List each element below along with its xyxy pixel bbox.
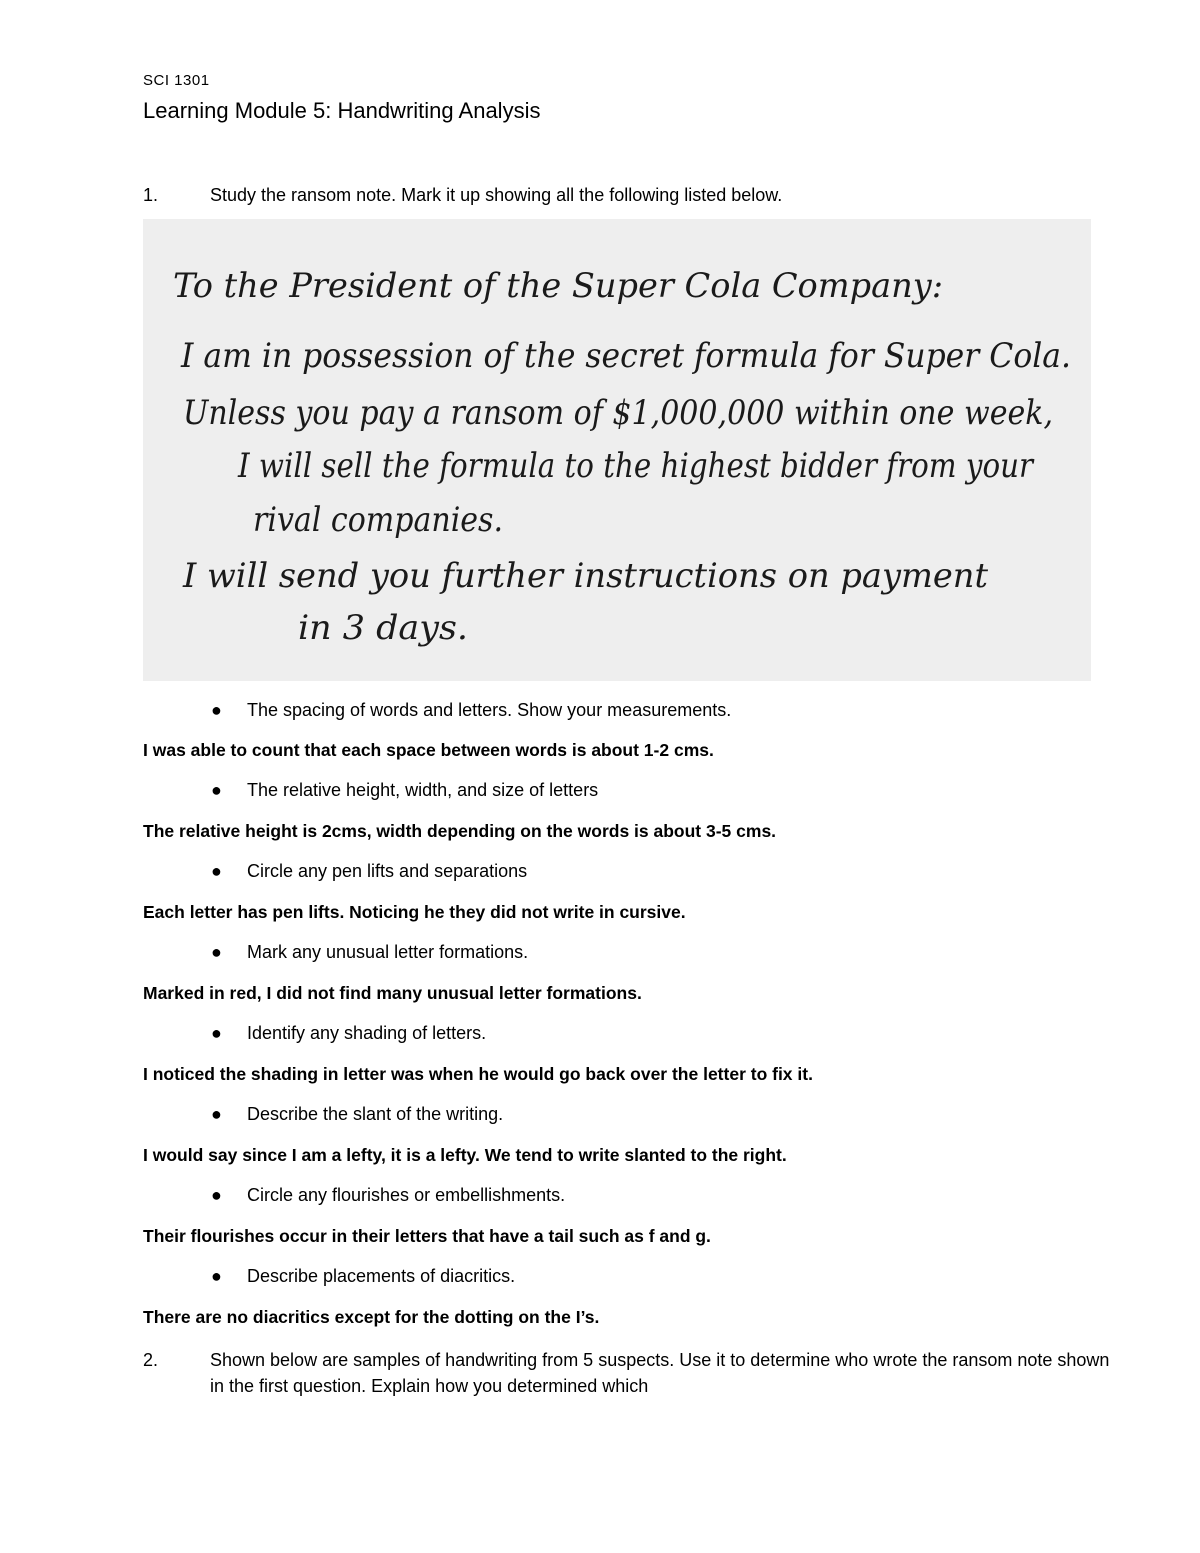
bullet-dot-icon: ● [211, 1104, 222, 1124]
ransom-note-image [143, 219, 1091, 681]
bullet-text: Describe the slant of the writing. [247, 1104, 504, 1124]
bullet-text: Identify any shading of letters. [247, 1023, 487, 1043]
bullet-dot-icon: ● [211, 1185, 222, 1205]
bullet-text: Circle any flourishes or embellishments. [247, 1185, 566, 1205]
note-line-1: To the President of the Super Cola Company: [173, 266, 943, 306]
note-line-4: I will sell the formula to the highest bidder from your [237, 446, 1035, 486]
note-line-2: I am in possession of the secret formula for Super Cola. [180, 336, 1071, 376]
answer-text: Marked in red, I did not find many unusual letter formations. [143, 983, 642, 1003]
answer-text: The relative height is 2cms, width depending on the words is about 3-5 cms. [143, 821, 777, 841]
bullet-dot-icon: ● [211, 700, 222, 720]
course-code: SCI 1301 [143, 72, 210, 89]
bullet-text: Mark any unusual letter formations. [247, 942, 529, 962]
bullet-dot-icon: ● [211, 942, 222, 962]
note-line-5: rival companies. [253, 500, 503, 540]
answer-text: I noticed the shading in letter was when he would go back over the letter to fix it. [143, 1064, 813, 1084]
answer-text: I was able to count that each space between words is about 1-2 cms. [143, 740, 714, 760]
bullet-dot-icon: ● [211, 780, 222, 800]
note-line-6: I will send you further instructions on payment [182, 556, 989, 596]
bullet-dot-icon: ● [211, 861, 222, 881]
answer-text: There are no diacritics except for the dotting on the I’s. [143, 1307, 600, 1327]
bullet-text: The relative height, width, and size of letters [247, 780, 599, 800]
ransom-note-handwriting [143, 219, 1091, 681]
note-line-7: in 3 days. [298, 608, 468, 648]
question-2-text: Shown below are samples of handwriting from 5 suspects. Use it to determine who wrote the ransom note shown in the first question. Explain how you determined which [210, 1350, 1110, 1396]
question-2-number: 2. [143, 1350, 159, 1370]
question-1-text: Study the ransom note. Mark it up showing all the following listed below. [210, 185, 783, 205]
answer-text: Each letter has pen lifts. Noticing he they did not write in cursive. [143, 902, 686, 922]
bullet-dot-icon: ● [211, 1023, 222, 1043]
page-title: Learning Module 5: Handwriting Analysis [143, 98, 541, 123]
answer-text: I would say since I am a lefty, it is a lefty. We tend to write slanted to the right. [143, 1145, 787, 1165]
question-1-number: 1. [143, 185, 159, 205]
note-line-3: Unless you pay a ransom of $1,000,000 within one week, [183, 393, 1053, 433]
bullet-text: Circle any pen lifts and separations [247, 861, 528, 881]
bullet-dot-icon: ● [211, 1266, 222, 1286]
answer-text: Their flourishes occur in their letters that have a tail such as f and g. [143, 1226, 711, 1246]
bullet-text: Describe placements of diacritics. [247, 1266, 516, 1286]
bullet-text: The spacing of words and letters. Show your measurements. [247, 700, 732, 720]
